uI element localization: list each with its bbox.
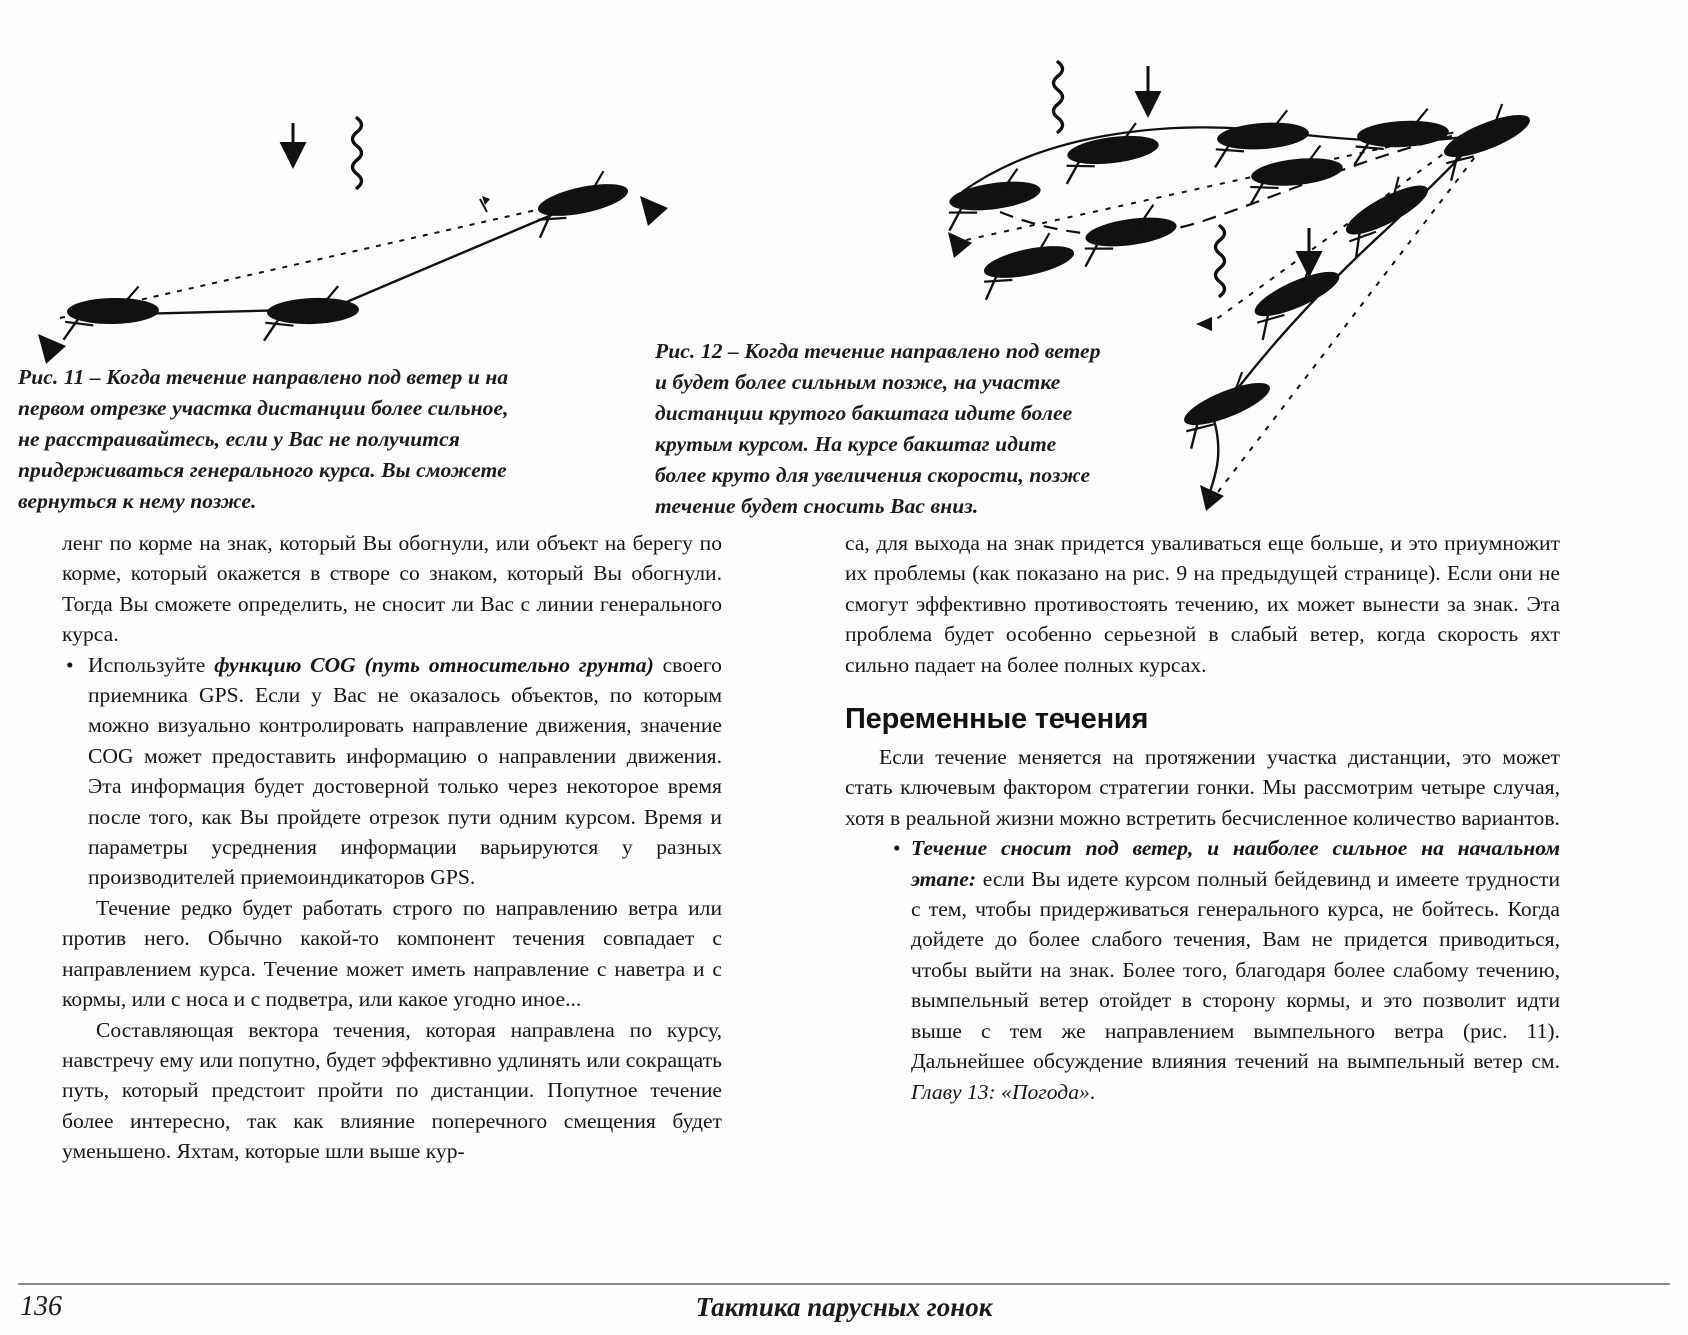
caption-line: более круто для увеличения скорости, позже <box>655 463 1091 487</box>
bullet-list-left <box>62 650 722 893</box>
bullet-italic-lead: Течение сносит под ветер, и наиболее сильное на начальном этапе: <box>911 836 1560 891</box>
fig11-graphic <box>38 118 668 364</box>
bullet-lead: Используйте <box>88 652 215 677</box>
bullet-list-right <box>889 833 1560 1107</box>
running-title: Тактика парусных гонок <box>695 1292 993 1322</box>
bullet-italic-term: функцию COG (путь относительно грунта) <box>214 652 654 677</box>
bullet-tail: . <box>1089 1079 1096 1104</box>
paragraph-intro: Если течение меняется на протяжении участка дистанции, это может стать ключевым фактором стратегии гонки. Мы рассмотрим четыре случая, хотя в реальной жизни можно встретить бесчисленное количество вариантов. <box>845 745 1560 830</box>
caption-line: дистанции крутого бакштага идите более <box>655 401 1073 425</box>
paragraph-continued-left: ленг по корме на знак, который Вы обогнули, или объект на берегу по корме, который окажется в створе со знаком, который Вы обогнули. Тогда Вы сможете определить, не сносит ли Вас с линии генерального курса. <box>62 531 722 647</box>
caption-line: придерживаться генерального курса. Вы сможете <box>18 458 507 482</box>
chapter-reference: Главу 13: «Погода» <box>911 1079 1090 1104</box>
section-heading: Переменные течения <box>845 703 1149 736</box>
caption-line: вернуться к нему позже. <box>18 489 257 513</box>
page-number: 136 <box>20 1291 62 1322</box>
caption-line: Рис. 11 – Когда течение направлено под ветер и на <box>18 365 509 389</box>
body-column-right <box>845 528 1560 1107</box>
caption-line: первом отрезке участка дистанции более сильное, <box>18 396 509 420</box>
figure-11-caption <box>18 362 603 517</box>
caption-line: течение будет сносить Вас вниз. <box>655 494 979 518</box>
bullet-rest: своего приемника GPS. Если у Вас не оказалось объектов, по которым можно визуально контролировать направление движения, значение COG может предоставить информацию о направлении движения. Эта информация будет достоверной только через некоторое время после того, как Вы пройдете отрезок пути одним курсом. Время и параметры усреднения информации варьируются у разных производителей приемоиндикаторов GPS. <box>88 652 722 890</box>
caption-line: и будет более сильным позже, на участке <box>655 370 1061 394</box>
paragraph-flow: Течение редко будет работать строго по направлению ветра или против него. Обычно какой-то компонент течения совпадает с направлением курса. Течение может иметь направление с наветра и с кормы, или с носа и с подветра, или какое угодно иное... <box>62 895 722 1012</box>
bullet-rest: если Вы идете курсом полный бейдевинд и имеете трудности с тем, чтобы придерживаться генерального курса, не бойтесь. Когда дойдете до более слабого течения, Вам не придется приводиться, чтобы выйти на знак. Более того, благодаря более слабому течению, вымпельный ветер отойдет в сторону кормы, и это позволит идти выше с тем же направлением вымпельного ветра (рис. 11). Дальнейшее обсуждение влияния течений на вымпельный ветер см. <box>911 866 1560 1074</box>
caption-line: не расстраивайтесь, если у Вас не получится <box>18 427 460 451</box>
body-column-left <box>62 528 722 1167</box>
caption-line: Рис. 12 – Когда течение направлено под ветер <box>655 339 1101 363</box>
paragraph-continued-right: са, для выхода на знак придется уваливаться еще больше, и это приумножит их проблемы (как показано на рис. 9 на предыдущей странице). Если они не смогут эффективно противостоять течению, их может вынести за знак. Эта проблема будет особенно серьезной в слабый ветер, когда скорость яхт сильно падает на более полных курсах. <box>845 531 1560 677</box>
bullet-item-case-one <box>889 833 1560 1107</box>
paragraph-vector: Составляющая вектора течения, которая направлена по курсу, навстречу ему или попутно, будет эффективно удлинять или сокращать путь, который предстоит пройти по дистанции. Попутное течение более интересно, так как влияние поперечного смещения будет уменьшено. Яхтам, которые шли выше кур- <box>62 1017 722 1164</box>
caption-line: крутым курсом. На курсе бакштаг идите <box>655 432 1057 456</box>
footer-divider <box>18 1283 1670 1285</box>
bullet-item-cog <box>62 650 722 893</box>
figure-12-caption <box>655 336 1155 522</box>
